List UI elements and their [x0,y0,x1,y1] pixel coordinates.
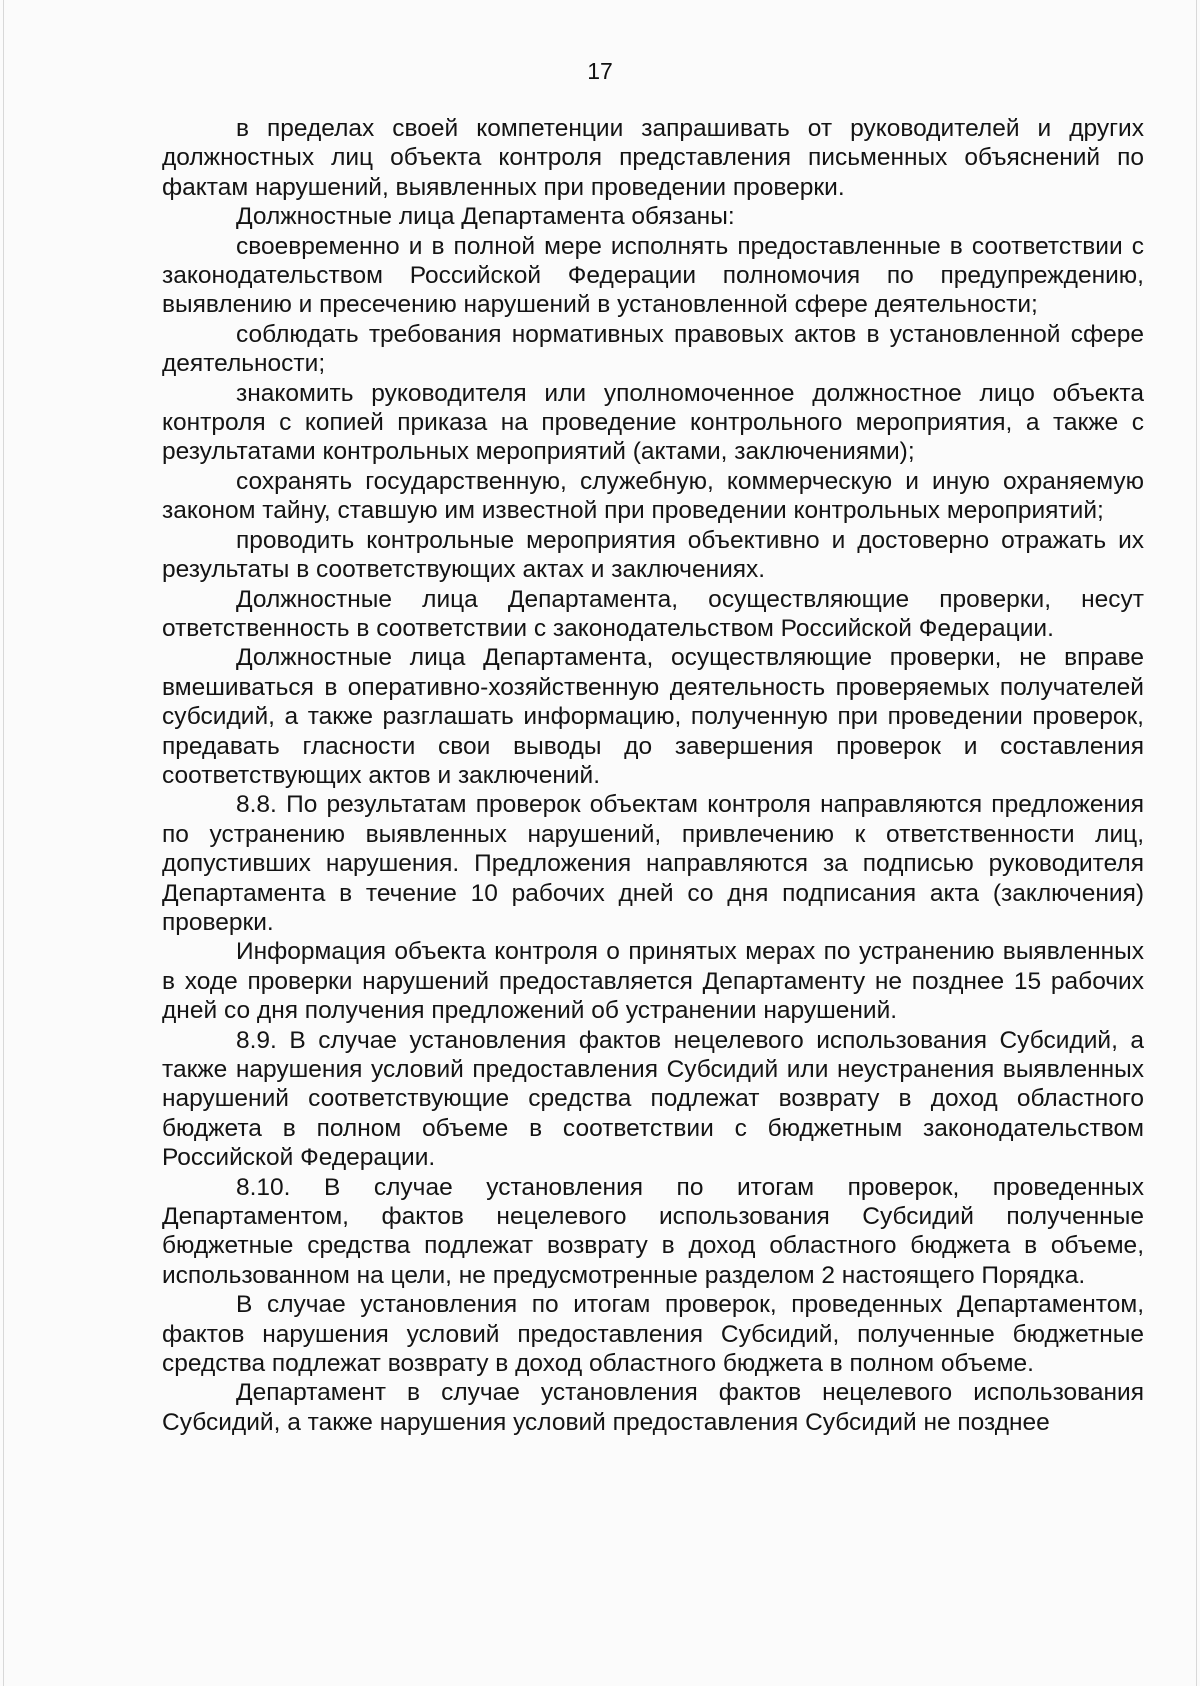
scan-edge-left [3,0,4,1686]
paragraph: 8.10. В случае установления по итогам проверок, проведенных Департаментом, фактов нецелевого использования Субсидий полученные бюджетные средства подлежат возврату в доход областного бюджета в объеме, использованном на цели, не предусмотренные разделом 2 настоящего Порядка. [162,1173,1144,1289]
paragraph: Информация объекта контроля о принятых мерах по устранению выявленных в ходе проверки нарушений предоставляется Департаменту не позднее 15 рабочих дней со дня получения предложений об устранении нарушений. [162,938,1144,1025]
paragraph: сохранять государственную, служебную, коммерческую и иную охраняемую законом тайну, ставшую им известной при проведении контрольных мероприятий; [162,467,1144,525]
paragraph: 8.8. По результатам проверок объектам контроля направляются предложения по устранению выявленных нарушений, привлечению к ответственности лиц, допустивших нарушения. Предложения направляются за подписью руководителя Департамента в течение 10 рабочих дней со дня подписания акта (заключения) проверки. [162,791,1144,936]
paragraph: знакомить руководителя или уполномоченное должностное лицо объекта контроля с копией приказа на проведение контрольного мероприятия, а также с результатами контрольных мероприятий (актами, заключениями); [162,379,1144,466]
page-number: 17 [587,58,613,84]
paragraph: проводить контрольные мероприятия объективно и достоверно отражать их результаты в соответствующих актах и заключениях. [162,526,1144,584]
paragraph: в пределах своей компетенции запрашивать от руководителей и других должностных лиц объекта контроля представления письменных объяснений по фактам нарушений, выявленных при проведении проверки. [162,115,1144,201]
paragraph: Должностные лица Департамента обязаны: [236,203,735,231]
paragraph: своевременно и в полной мере исполнять предоставленные в соответствии с законодательством Российской Федерации полномочия по предупреждению, выявлению и пресечению нарушений в установленной сфере деятельности; [162,232,1144,319]
paragraph: В случае установления по итогам проверок, проведенных Департаментом, фактов нарушения условий предоставления Субсидий, полученные бюджетные средства подлежат возврату в доход областного бюджета в полном объеме. [162,1291,1144,1378]
paragraph: Должностные лица Департамента, осуществляющие проверки, не вправе вмешиваться в оперативно-хозяйственную деятельность проверяемых получателей субсидий, а также разглашать информацию, полученную при проведении проверок, предавать гласности свои выводы до завершения проверок и составления соответствующих актов и заключений. [162,644,1144,789]
scan-edge-right [1196,0,1197,1686]
paragraph: 8.9. В случае установления фактов нецелевого использования Субсидий, а также нарушения условий предоставления Субсидий или неустранения выявленных нарушений соответствующие средства подлежат возврату в доход областного бюджета в полном объеме в соответствии с бюджетным законодательством Российской Федерации. [162,1026,1144,1172]
paragraph: Департамент в случае установления фактов нецелевого использования Субсидий, а также нарушения условий предоставления Субсидий не позднее [162,1379,1144,1436]
paragraph: Должностные лица Департамента, осуществляющие проверки, несут ответственность в соответствии с законодательством Российской Федерации. [162,585,1144,642]
document-body [162,114,1144,1437]
paragraph: соблюдать требования нормативных правовых актов в установленной сфере деятельности; [162,320,1144,378]
